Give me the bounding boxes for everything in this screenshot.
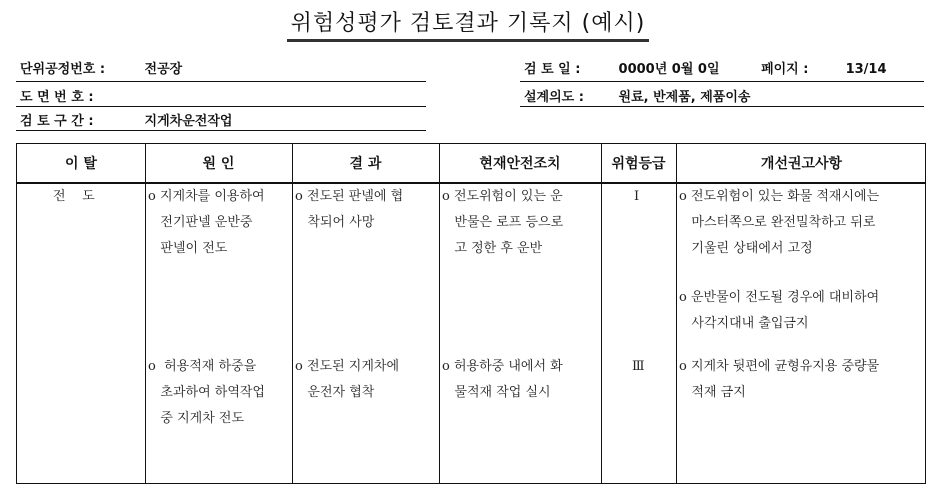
page-number: 13/14 — [845, 62, 887, 77]
review-section-row — [20, 110, 232, 129]
risk-grade-cell: Ⅰ — [634, 189, 640, 204]
unit-process-no-value: 전공장 — [144, 62, 183, 77]
review-date-value: 0000년 0월 0일 — [618, 62, 720, 77]
column-divider — [439, 144, 440, 483]
divider-line — [16, 81, 426, 82]
result-cell: o 전도된 판넬에 협 착되어 사망 — [295, 189, 404, 230]
review-table — [16, 143, 926, 484]
page-label: 페이지 : — [761, 62, 809, 77]
header-deviation: 이 탈 — [65, 156, 97, 172]
column-divider — [676, 144, 677, 483]
divider-line — [520, 81, 924, 82]
header-result: 결 과 — [349, 156, 382, 172]
unit-process-no-row — [20, 58, 182, 77]
recommendation-cell: o 전도위험이 있는 화물 적재시에는 마스터쪽으로 완전밀착하고 뒤로 기울린 상태에서 고정 — [679, 189, 880, 256]
deviation-cell: 전 도 — [53, 189, 95, 204]
divider-line — [520, 106, 924, 107]
header-current-measure: 현재안전조치 — [479, 156, 561, 172]
review-date-row — [524, 58, 887, 77]
recommendation-cell: o 지게차 뒷편에 균형유지용 중량물 적재 금지 — [679, 359, 880, 400]
cause-cell: o 허용적재 하중을 초과하여 하역작업 중 지게차 전도 — [148, 359, 265, 426]
risk-grade-cell: Ⅲ — [632, 359, 645, 374]
review-section-value: 지게차운전작업 — [144, 114, 233, 129]
design-intent-value: 원료, 반제품, 제품이송 — [618, 90, 751, 105]
result-cell: o 전도된 지게차에 운전자 협착 — [295, 359, 399, 400]
design-intent-label: 설계의도 : — [524, 90, 584, 105]
column-divider — [292, 144, 293, 483]
divider-line — [16, 130, 426, 131]
drawing-no-label: 도 면 번 호 : — [20, 90, 94, 105]
unit-process-no-label: 단위공정번호 : — [20, 62, 106, 77]
header-recommendation: 개선권고사항 — [760, 156, 843, 172]
current-measure-cell: o 허용하중 내에서 화 물적재 작업 실시 — [442, 359, 563, 400]
cause-cell: o 지게차를 이용하여 전기판넬 운반중 판넬이 전도 — [148, 189, 265, 256]
recommendation-cell: o 운반물이 전도될 경우에 대비하여 사각지대내 출입금지 — [679, 290, 880, 331]
column-divider — [145, 144, 146, 483]
design-intent-row — [524, 86, 750, 105]
document-title-text: 위험성평가 검토결과 기록지 (예시) — [287, 6, 650, 42]
document-title — [0, 6, 936, 42]
drawing-no-row — [20, 86, 145, 105]
header-risk-grade: 위험등급 — [611, 156, 666, 172]
review-section-label: 검 토 구 간 : — [20, 114, 94, 129]
current-measure-cell: o 전도위험이 있는 운 반물은 로프 등으로 고 정한 후 운반 — [442, 189, 564, 256]
column-divider — [601, 144, 602, 483]
divider-line — [16, 106, 426, 107]
header-cause: 원 인 — [202, 156, 235, 172]
review-date-label: 검 토 일 : — [524, 62, 581, 77]
